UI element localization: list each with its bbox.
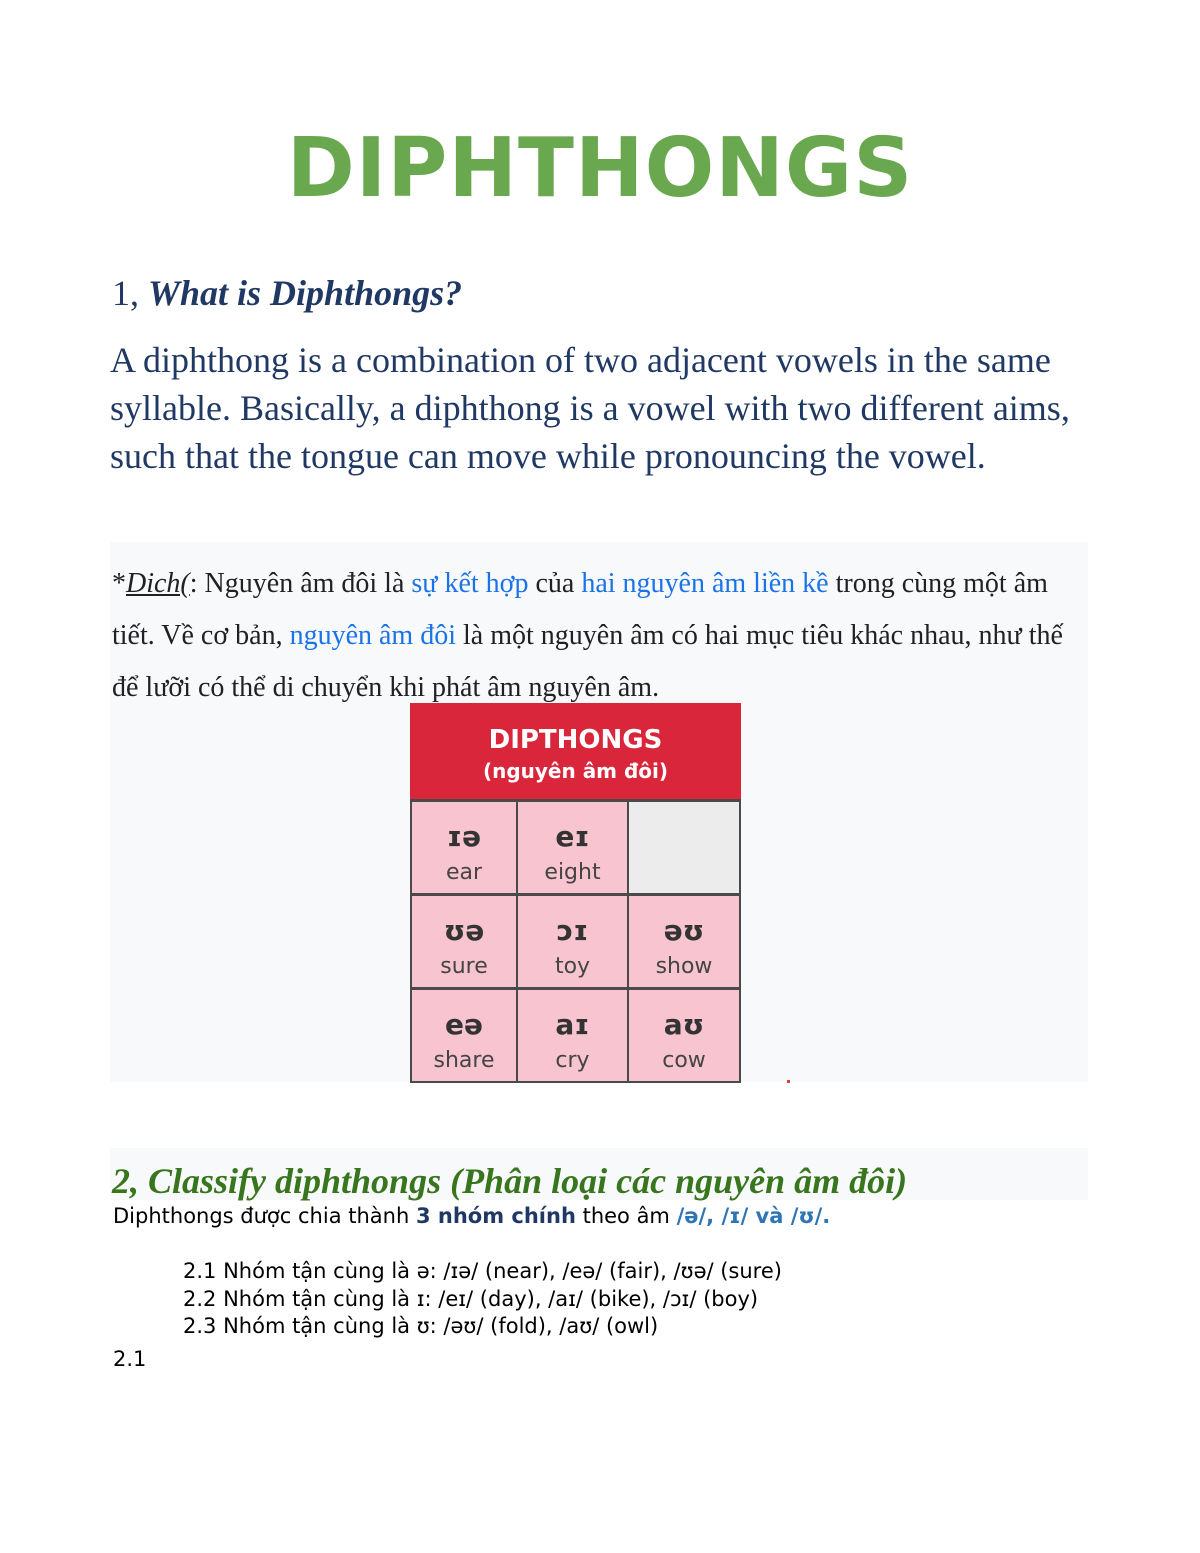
chart-cell-word: share (433, 1048, 495, 1073)
chart-header (410, 703, 741, 799)
chart-cell-word: cow (662, 1048, 706, 1073)
translation-prefix: * (112, 568, 126, 599)
chart-cell-symbol: əʊ (663, 914, 705, 947)
chart-heading: DIPTHONGS (488, 725, 663, 755)
chart-cell-word: eight (544, 860, 601, 885)
chart-cell (412, 896, 516, 987)
translation-label: Dich( (126, 568, 190, 599)
chart-cell (518, 990, 627, 1081)
chart-cell (518, 896, 627, 987)
chart-cell (518, 802, 627, 893)
translation-text-4: là một nguyên âm có hai mục tiêu khác nhau, như thế để lưỡi có thể di chuyển khi phát âm nguyên âm. (112, 620, 1063, 703)
section1-question: What is Diphthongs? (148, 273, 463, 313)
page-title: DIPHTHONGS (286, 121, 914, 216)
chart-cell-empty (629, 802, 739, 893)
translation-paragraph (112, 558, 1082, 714)
chart-cell (412, 802, 516, 893)
intro-text-2: theo âm (575, 1204, 677, 1228)
translation-link-1[interactable]: sự kết hợp (411, 568, 529, 599)
chart-cell-symbol: aɪ (555, 1008, 590, 1041)
red-mark (787, 1080, 790, 1083)
chart-grid (410, 799, 741, 1083)
chart-cell-symbol: ʊə (443, 914, 485, 947)
definition-paragraph: A diphthong is a combination of two adjacent vowels in the same syllable. Basically, a diphthong is a vowel with two different aims, such that the tongue can move while pronouncing the vowel. (110, 340, 1070, 476)
section1-heading (112, 272, 462, 315)
section1-number: 1, (112, 273, 139, 313)
chart-cell-symbol: ɔɪ (556, 914, 589, 947)
chart-cell-word: cry (555, 1048, 590, 1073)
section2-heading: 2, Classify diphthongs (Phân loại các nguyên âm đôi) (112, 1161, 908, 1201)
chart-cell (412, 990, 516, 1081)
chart-cell-symbol: aʊ (663, 1008, 705, 1041)
translation-text-2: của (528, 568, 582, 599)
chart-cell-word: toy (554, 954, 591, 979)
diphthong-chart-image (410, 703, 741, 1083)
group-item: 2.2 Nhóm tận cùng là ɪ: /eɪ/ (day), /aɪ/ (bike), /ɔɪ/ (boy) (183, 1287, 759, 1311)
intro-sounds: /ə/, /ɪ/ và /ʊ/. (676, 1204, 831, 1228)
translation-link-3[interactable]: nguyên âm đôi (289, 620, 456, 651)
chart-cell (629, 896, 739, 987)
translation-link-2[interactable]: hai nguyên âm liền kề (581, 568, 829, 599)
intro-bold: 3 nhóm chính (415, 1204, 576, 1228)
translation-text-3: trong cùng một âm tiết. Về cơ bản, (112, 568, 1048, 651)
intro-text-1: Diphthongs được chia thành (113, 1204, 416, 1228)
chart-subheading: (nguyên âm đôi) (482, 759, 669, 783)
chart-cell-symbol: eə (445, 1008, 483, 1041)
section2-intro (113, 1203, 830, 1230)
chart-cell-symbol: ɪə (446, 820, 482, 853)
translation-text-1: : Nguyên âm đôi là (189, 568, 412, 599)
trailing-number: 2.1 (113, 1347, 147, 1371)
chart-cell (629, 990, 739, 1081)
chart-cell-word: sure (440, 954, 488, 979)
chart-cell-word: show (655, 954, 713, 979)
group-item: 2.1 Nhóm tận cùng là ə: /ɪə/ (near), /eə/ (fair), /ʊə/ (sure) (183, 1259, 782, 1283)
chart-cell-word: ear (445, 860, 483, 885)
chart-cell-symbol: eɪ (555, 820, 590, 853)
group-item: 2.3 Nhóm tận cùng là ʊ: /əʊ/ (fold), /aʊ/ (owl) (183, 1314, 659, 1338)
